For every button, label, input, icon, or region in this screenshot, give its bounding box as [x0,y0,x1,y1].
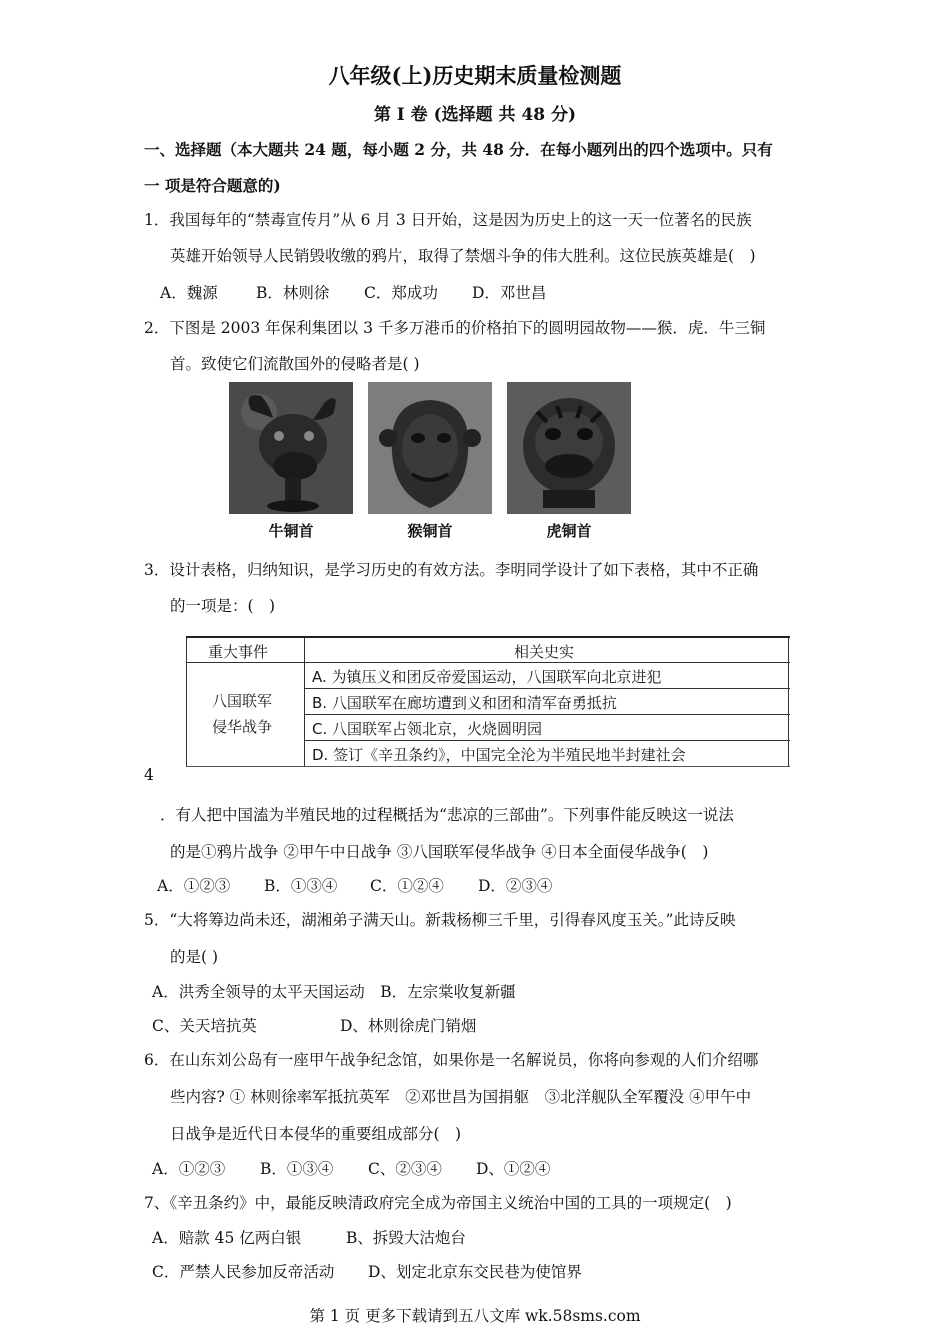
table-event-line1: 八国联军 [212,692,273,710]
tiger-head-image [507,382,631,540]
table-row: C. 八国联军占领北京，火烧圆明园 [312,720,543,738]
q4-stem-line1: ．有人把中国溘为半殖民地的过程概括为“悲凉的三部曲”。下列事件能反映这一说法 [160,806,734,824]
q6-option-d: D、①②④ [476,1160,551,1178]
q3-stem-line1: 3．设计表格，归纳知识，是学习历史的有效方法。李明同学设计了如下表格，其中不正确 [144,561,759,579]
monkey-head-caption: 猴铜首 [407,522,453,540]
q2-stem-line2: 首。致使它们流散国外的侵略者是( ) [170,355,420,373]
q4-option-a: A．①②③ [157,877,231,895]
table-header-event: 重大事件 [208,643,269,661]
section-heading-line1: 一、选择题（本大题共 24 题，每小题 2 分，共 48 分．在每小题列出的四个选项中。只有 [144,140,773,159]
q6-option-c: C、②③④ [368,1160,442,1178]
q1-option-d: D．邓世昌 [472,284,547,302]
events-table [186,636,790,767]
tiger-head-caption: 虎铜首 [546,522,592,540]
q5-stem-line2: 的是( ) [170,948,219,966]
q7-option-d: D、划定北京东交民巷为使馆界 [368,1263,582,1281]
q6-option-a: A．①②③ [152,1160,226,1178]
q1-stem-line1: 1．我国每年的“禁毒宣传月”从 6 月 3 日开始，这是因为历史上的这一天一位著名的民族 [144,211,752,229]
q6-stem-line1: 6．在山东刘公岛有一座甲午战争纪念馆，如果你是一名解说员，你将向参观的人们介绍哪 [144,1051,759,1069]
q5-stem-line1: 5．“大将筹边尚未还，湖湘弟子满天山。新栽杨柳三千里，引得春风度玉关。”此诗反映 [144,911,736,929]
page-title: 八年级(上)历史期末质量检测题 [328,63,622,88]
q7-option-c: C．严禁人民参加反帝活动 [152,1263,335,1281]
q7-option-a: A．赔款 45 亿两白银 [152,1229,302,1247]
ox-head-caption: 牛铜首 [268,522,314,540]
q4-option-c: C．①②④ [370,877,444,895]
q7-stem-line1: 7、《辛丑条约》中，最能反映清政府完全成为帝国主义统治中国的工具的一项规定( ) [144,1194,732,1212]
q4-option-b: B．①③④ [264,877,338,895]
q7-option-b: B、拆毁大沽炮台 [346,1229,466,1247]
q4-number: 4 [144,766,154,784]
table-row: D. 签订《辛丑条约》，中国完全沦为半殖民地半封建社会 [312,746,686,764]
page-subtitle: 第 I 卷 (选择题 共 48 分) [373,105,577,125]
q4-option-d: D．②③④ [478,877,553,895]
q5-option-d: D、林则徐虎门销烟 [340,1017,477,1035]
q5-option-c: C、关天培抗英 [152,1017,257,1035]
q1-option-a: A．魏源 [160,284,218,302]
q2-stem-line1: 2．下图是 2003 年保利集团以 3 千多万港币的价格拍下的圆明园故物——猴．虎．牛三铜 [144,319,766,337]
q6-stem-line2: 些内容? ① 林则徐率军抵抗英军 ②邓世昌为国捐躯 ③北洋舰队全军覆没 ④甲午中 [170,1088,752,1106]
q1-option-b: B．林则徐 [256,284,330,302]
q6-stem-line3: 日战争是近代日本侵华的重要组成部分( ) [170,1125,462,1143]
q4-stem-line2: 的是①鸦片战争 ②甲午中日战争 ③八国联军侵华战争 ④日本全面侵华战争( ) [170,843,709,861]
q1-option-c: C．郑成功 [364,284,438,302]
table-row: A. 为镇压义和团反帝爱国运动，八国联军向北京进犯 [312,668,662,686]
q6-option-b: B．①③④ [260,1160,334,1178]
page-footer: 第 1 页 更多下载请到五八文库 wk.58sms.com [309,1307,641,1325]
q3-stem-line2: 的一项是：( ) [170,597,276,615]
table-header-facts: 相关史实 [514,643,575,661]
monkey-head-image [368,382,492,540]
q5-option-ab: A．洪秀全领导的太平天国运动 B．左宗棠收复新疆 [152,983,516,1001]
section-heading-line2: 一 项是符合题意的) [144,176,281,195]
q1-stem-line2: 英雄开始领导人民销毁收缴的鸦片，取得了禁烟斗争的伟大胜利。这位民族英雄是( ) [170,247,756,265]
ox-head-image [229,382,353,540]
table-event-line2: 侵华战争 [212,718,273,736]
table-row: B. 八国联军在廊坊遭到义和团和清军奋勇抵抗 [312,694,617,712]
